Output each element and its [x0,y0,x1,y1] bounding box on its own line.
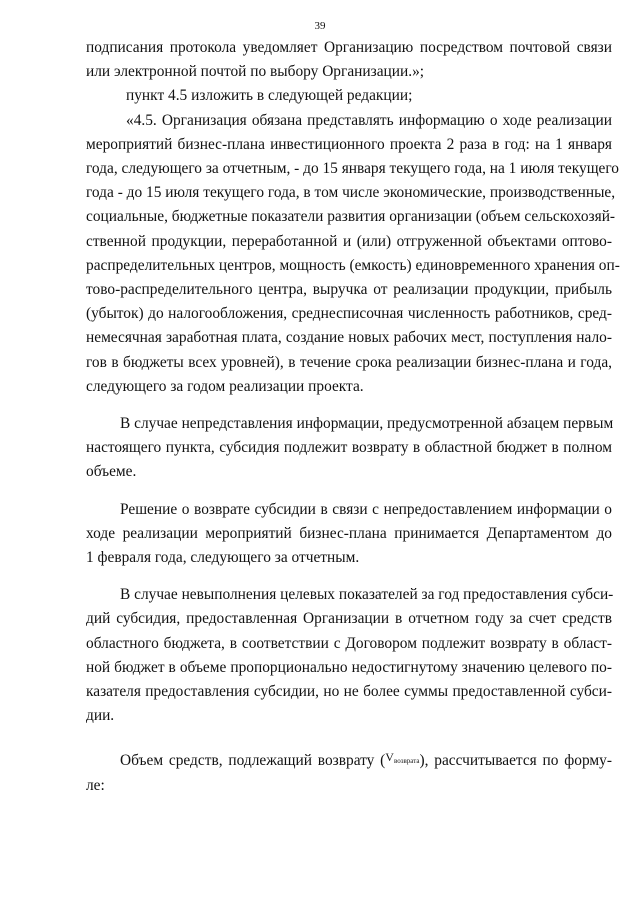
text-line: «4.5. Организация обязана представлять информацию о ходе реализации [126,111,612,129]
text-line-formula [86,745,612,773]
page-number: 39 [314,20,326,32]
text-line: социальные, бюджетные показатели развития организации (объем сельскохозяй- [86,208,616,226]
formula-text-before: Объем средств, подлежащий возврату ( [120,752,386,770]
text-line: гов в бюджеты всех уровней), в течение срока реализации бизнес-плана и года, [86,353,612,371]
text-line: подписания протокола уведомляет Организацию посредством почтовой связи [86,39,612,56]
text-line: или электронной почтой по выбору Организации.»; [86,63,425,81]
text-line: распределительных центров, мощность (емкость) единовременного хранения оп- [86,256,620,274]
paragraph-spacer [86,399,612,412]
text-line: ной бюджет в объеме пропорционально недостигнутому значению целевого по- [86,658,612,676]
text-line: немесячная заработная плата, создание новых рабочих мест, поступления нало- [86,329,612,347]
formula-symbol: V [385,750,394,765]
text-line: года, следующего за отчетным, - до 15 января текущего года, на 1 июля текущего [86,160,619,178]
paragraph-non-submission [86,412,612,485]
text-line: настоящего пункта, субсидия подлежит возврату в областной бюджет в полном [86,439,612,457]
text-line: ходе реализации мероприятий бизнес-плана принимается Департаментом до [86,524,612,542]
formula-subscript: возврата [393,757,420,766]
paragraph-return-decision [86,498,612,571]
text-line: В случае непредставления информации, предусмотренной абзацем первым [120,415,614,433]
paragraph-spacer [86,485,612,498]
text-line: пункт 4.5 изложить в следующей редакции; [126,87,413,105]
paragraph-spacer [86,570,612,583]
paragraph-target-indicators [86,583,612,728]
text-line: ственной продукции, переработанной и (или) отгруженной объектами оптово- [86,232,612,250]
text-line: ле: [86,776,105,794]
document-body [86,36,620,798]
paragraph-item-4-5-intro [86,84,612,108]
paragraph-return-volume [86,745,612,797]
text-line: тово-распределительного центра, выручка от реализации продукции, прибыль [86,281,612,299]
text-line: дий субсидия, предоставленная Организации в отчетном году за счет средств [86,610,612,628]
text-line: 1 февраля года, следующего за отчетным. [86,549,360,567]
text-line: года - до 15 июля текущего года, в том числе экономические, производственные, [86,184,616,202]
formula-text-after: ), рассчитывается по форму- [419,752,612,770]
paragraph-protocol-notice [86,36,612,84]
text-line: объеме. [86,463,137,481]
text-line: (убыток) до налогообложения, среднесписочная численность работников, сред- [86,305,612,323]
text-line: В случае невыполнения целевых показателей за год предоставления субси- [120,586,614,604]
text-line: следующего за годом реализации проекта. [86,377,364,395]
text-line: областного бюджета, в соответствии с Договором подлежит возврату в област- [86,634,612,652]
text-line: мероприятий бизнес-плана инвестиционного проекта 2 раза в год: на 1 января [86,135,612,153]
text-line: Решение о возврате субсидии в связи с непредоставлением информации о [120,500,612,518]
paragraph-spacer [86,728,612,745]
paragraph-item-4-5 [86,109,620,399]
text-line: дии. [86,707,115,725]
text-line: казателя предоставления субсидии, но не более суммы предоставленной субси- [86,683,612,701]
